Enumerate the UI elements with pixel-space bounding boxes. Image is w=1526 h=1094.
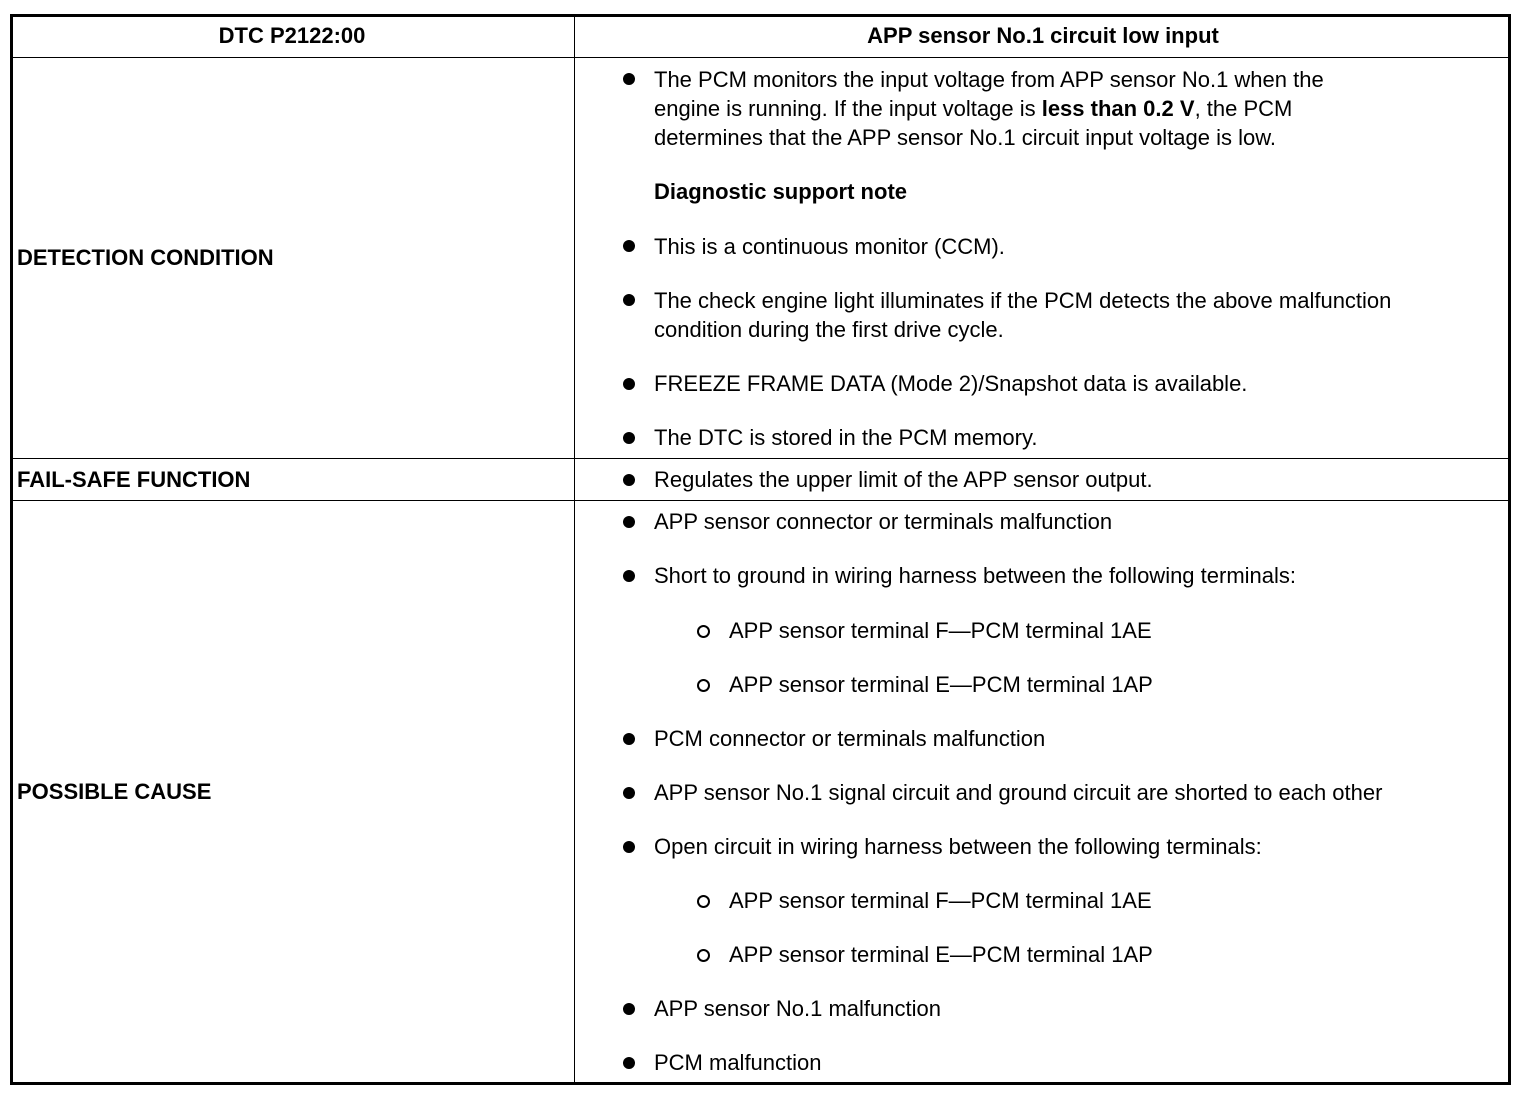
row-label-failsafe: FAIL-SAFE FUNCTION — [17, 467, 251, 492]
detection-item1-line1: The PCM monitors the input voltage from APP sensor No.1 when the — [654, 67, 1324, 92]
bullet-icon — [623, 294, 635, 306]
sub-bullet-icon — [697, 679, 710, 692]
bullet-icon — [623, 240, 635, 252]
cause-item5-sub2: APP sensor terminal E—PCM terminal 1AP — [729, 942, 1153, 967]
header-dtc-title: APP sensor No.1 circuit low input — [867, 22, 1219, 48]
cause-item6: APP sensor No.1 malfunction — [654, 996, 941, 1021]
bullet-icon — [623, 1057, 635, 1069]
detection-item3-line1: The check engine light illuminates if the PCM detects the above malfunction — [654, 288, 1392, 313]
detection-item1-line3: determines that the APP sensor No.1 circuit input voltage is low. — [654, 125, 1277, 150]
cause-item2: Short to ground in wiring harness between the following terminals: — [654, 563, 1297, 588]
table-border — [10, 14, 1511, 1085]
row-divider-2 — [10, 500, 1511, 501]
row-label-cause: POSSIBLE CAUSE — [17, 779, 212, 804]
detection-item5: The DTC is stored in the PCM memory. — [654, 425, 1038, 450]
cause-item3: PCM connector or terminals malfunction — [654, 726, 1046, 751]
bullet-icon — [623, 73, 635, 85]
bullet-icon — [623, 841, 635, 853]
bullet-icon — [623, 474, 635, 486]
cause-item1: APP sensor connector or terminals malfunction — [654, 509, 1113, 534]
row-label-detection: DETECTION CONDITION — [17, 245, 274, 270]
sub-bullet-icon — [697, 949, 710, 962]
failsafe-item1: Regulates the upper limit of the APP sensor output. — [654, 467, 1153, 492]
bullet-icon — [623, 432, 635, 444]
detection-item4: FREEZE FRAME DATA (Mode 2)/Snapshot data is available. — [654, 371, 1248, 396]
cause-item7: PCM malfunction — [654, 1050, 822, 1075]
diagnostic-support-note: Diagnostic support note — [654, 179, 907, 204]
sub-bullet-icon — [697, 895, 710, 908]
cause-item5: Open circuit in wiring harness between the following terminals: — [654, 834, 1262, 859]
detection-item3-line2: condition during the first drive cycle. — [654, 317, 1004, 342]
bullet-icon — [623, 733, 635, 745]
header-dtc-code: DTC P2122:00 — [218, 22, 366, 48]
column-divider — [574, 14, 575, 1085]
sub-bullet-icon — [697, 625, 710, 638]
cause-item5-sub1: APP sensor terminal F—PCM terminal 1AE — [729, 888, 1152, 913]
bullet-icon — [623, 378, 635, 390]
cause-item2-sub1: APP sensor terminal F—PCM terminal 1AE — [729, 618, 1152, 643]
row-divider-1 — [10, 458, 1511, 459]
detection-item2: This is a continuous monitor (CCM). — [654, 234, 1005, 259]
bullet-icon — [623, 570, 635, 582]
bullet-icon — [623, 516, 635, 528]
cause-item2-sub2: APP sensor terminal E—PCM terminal 1AP — [729, 672, 1153, 697]
cause-item4: APP sensor No.1 signal circuit and ground circuit are shorted to each other — [654, 780, 1383, 805]
header-divider — [10, 57, 1511, 58]
bullet-icon — [623, 1003, 635, 1015]
bullet-icon — [623, 787, 635, 799]
detection-item1-line2: engine is running. If the input voltage is less than 0.2 V, the PCM — [654, 96, 1293, 121]
